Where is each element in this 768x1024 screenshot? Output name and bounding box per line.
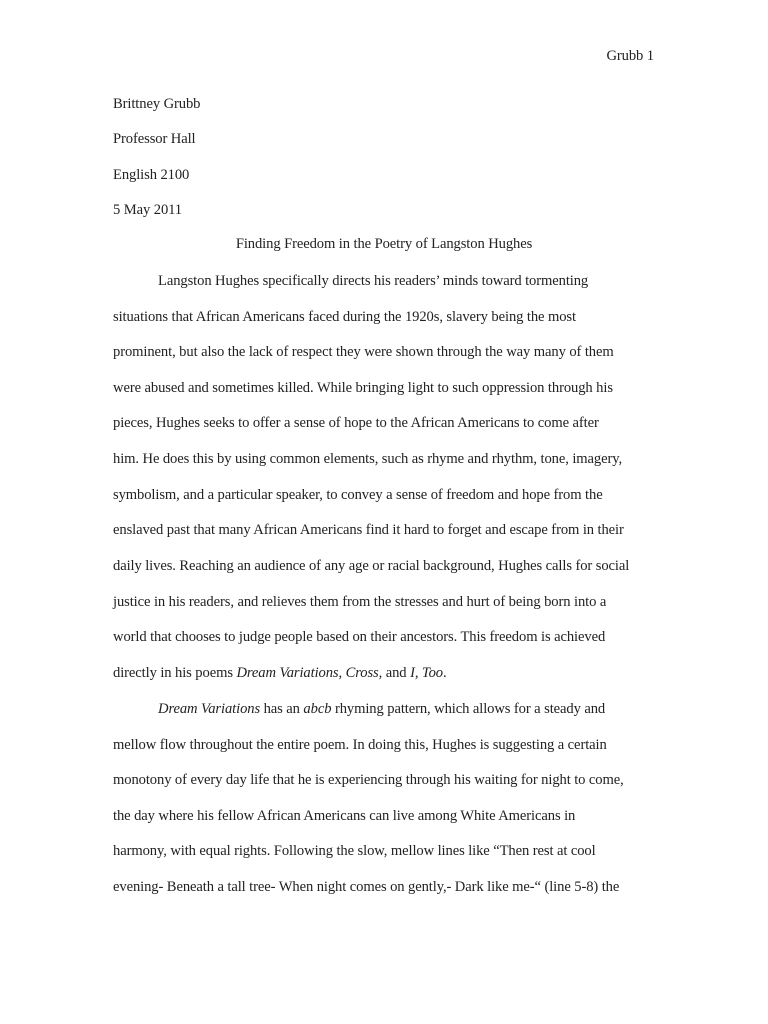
text-span: directly in his poems	[113, 665, 237, 681]
paragraph-line: the day where his fellow African Americans can live among White Americans in	[113, 808, 576, 824]
poem-title: I, Too	[410, 665, 443, 681]
author-name: Brittney Grubb	[113, 96, 201, 112]
paragraph-line: pieces, Hughes seeks to offer a sense of hope to the African Americans to come after	[113, 415, 599, 431]
paragraph-line: daily lives. Reaching an audience of any age or racial background, Hughes calls for social	[113, 558, 630, 574]
course-name: English 2100	[113, 167, 190, 183]
paragraph-line: harmony, with equal rights. Following the slow, mellow lines like “Then rest at cool	[113, 843, 596, 859]
paragraph-line: symbolism, and a particular speaker, to convey a sense of freedom and hope from the	[113, 487, 603, 503]
essay-title: Finding Freedom in the Poetry of Langston Hughes	[235, 236, 533, 252]
text-span: has an	[260, 701, 304, 717]
paragraph-line	[158, 700, 605, 718]
text-span: ,	[338, 665, 346, 681]
professor-name: Professor Hall	[113, 131, 196, 147]
paragraph-line: monotony of every day life that he is experiencing through his waiting for night to come,	[113, 772, 624, 788]
text-span: rhyming pattern, which allows for a steady and	[331, 701, 606, 717]
poem-title: Dream Variations	[158, 701, 261, 717]
paragraph-line: justice in his readers, and relieves them from the stresses and hurt of being born into a	[113, 594, 607, 610]
paragraph-line: situations that African Americans faced during the 1920s, slavery being the most	[113, 309, 576, 325]
poem-title: Cross	[345, 665, 379, 681]
rhyme-scheme: abcb	[303, 701, 332, 717]
paragraph-line: enslaved past that many African Americans find it hard to forget and escape from in their	[113, 522, 624, 538]
running-head: Grubb 1	[606, 48, 654, 64]
text-span: .	[443, 665, 447, 681]
paragraph-line: Langston Hughes specifically directs his readers’ minds toward tormenting	[158, 273, 589, 289]
paragraph-line: were abused and sometimes killed. While bringing light to such oppression through his	[113, 380, 613, 396]
paragraph-line: mellow flow throughout the entire poem. In doing this, Hughes is suggesting a certain	[113, 737, 607, 753]
paragraph-line: prominent, but also the lack of respect they were shown through the way many of them	[113, 344, 614, 360]
paragraph-line: him. He does this by using common elements, such as rhyme and rhythm, tone, imagery,	[113, 451, 623, 467]
paragraph-line: evening- Beneath a tall tree- When night comes on gently,- Dark like me-“ (line 5-8) the	[113, 879, 620, 895]
text-span: , and	[378, 665, 411, 681]
paragraph-line	[113, 664, 447, 682]
poem-title: Dream Variations	[236, 665, 339, 681]
paragraph-line: world that chooses to judge people based on their ancestors. This freedom is achieved	[113, 629, 606, 645]
date: 5 May 2011	[113, 202, 182, 218]
